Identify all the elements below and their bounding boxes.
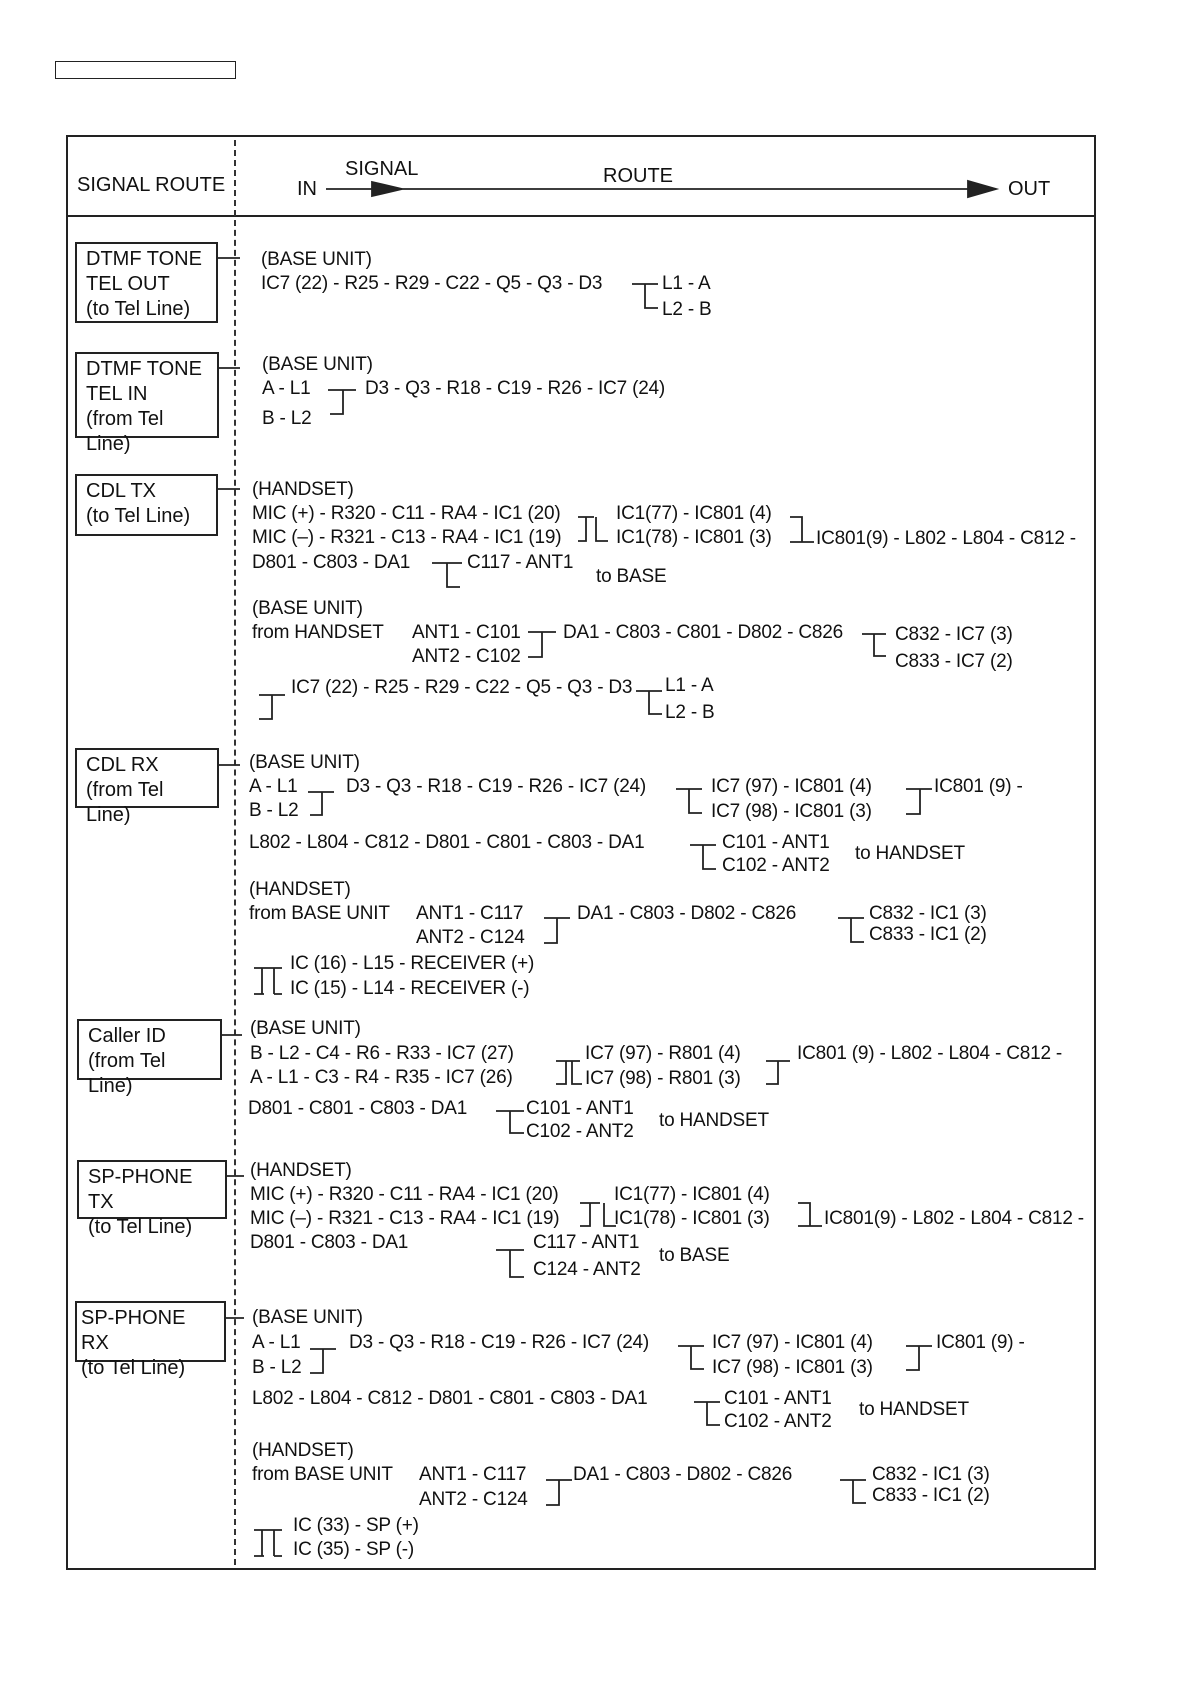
- merge-bracket: [766, 1061, 790, 1084]
- route-text: DA1 - C803 - D802 - C826: [577, 903, 797, 924]
- box-line: DTMF TONE: [86, 358, 202, 380]
- route-text: IC801 (9) - L802 - L804 - C812 -: [797, 1043, 1063, 1064]
- route-text: IC1(78) - IC801 (3): [616, 527, 772, 548]
- merge-bracket: [546, 1480, 572, 1505]
- box-line: CDL TX: [86, 480, 157, 502]
- box-line: CDL RX: [86, 754, 159, 776]
- route-text: IC (33) - SP (+): [293, 1515, 419, 1536]
- box-line: (from Tel Line): [86, 408, 164, 455]
- box-line: (to Tel Line): [81, 1357, 186, 1379]
- route-text: IC7 (97) - IC801 (4): [712, 1332, 873, 1353]
- box-line: TEL IN: [86, 383, 148, 405]
- split-bracket: [862, 634, 886, 656]
- route-text: D801 - C801 - C803 - DA1: [248, 1098, 468, 1119]
- split-bracket: [432, 563, 462, 587]
- route-text: IC801(9) - L802 - L804 - C812 -: [824, 1208, 1084, 1229]
- box-line: (to Tel Line): [86, 298, 191, 320]
- route-text: IC (15) - L14 - RECEIVER (-): [290, 978, 530, 999]
- split-bracket: [636, 691, 662, 714]
- merge-bracket: [556, 1061, 582, 1084]
- route-text: IC7 (22) - R25 - R29 - C22 - Q5 - Q3 - D3: [261, 273, 603, 294]
- route-text: MIC (–) - R321 - C13 - RA4 - IC1 (19): [252, 527, 562, 548]
- split-bracket: [840, 1480, 866, 1503]
- split-bracket: [596, 517, 608, 541]
- box-line: (to Tel Line): [88, 1216, 193, 1238]
- route-text: ANT1 - C101: [412, 622, 521, 643]
- box-line: SP-PHONE RX: [81, 1307, 186, 1354]
- box-line: TEL OUT: [86, 273, 170, 295]
- route-text: ANT2 - C124: [416, 927, 525, 948]
- route-text: A - L1: [262, 378, 311, 399]
- route-text: ANT2 - C124: [419, 1489, 528, 1510]
- merge-bracket: [259, 695, 285, 719]
- route-text: IC7 (22) - R25 - R29 - C22 - Q5 - Q3 - D3: [291, 677, 633, 698]
- split-bracket: [678, 1346, 704, 1369]
- merge-bracket: [798, 1203, 822, 1226]
- route-text: MIC (–) - R321 - C13 - RA4 - IC1 (19): [250, 1208, 560, 1229]
- unit-label: (HANDSET): [252, 479, 354, 500]
- split-bracket: [690, 845, 716, 869]
- route-text: D3 - Q3 - R18 - C19 - R26 - IC7 (24): [346, 776, 647, 797]
- box-line: (from Tel Line): [88, 1050, 166, 1097]
- route-text: L2 - B: [665, 702, 715, 723]
- route-text: C833 - IC1 (2): [869, 924, 987, 945]
- route-text: IC7 (98) - IC801 (3): [711, 801, 872, 822]
- route-text: ANT1 - C117: [416, 903, 524, 924]
- route-text: DA1 - C803 - C801 - D802 - C826: [563, 622, 843, 643]
- split-bracket: [676, 789, 702, 813]
- route-text: IC801 (9) -: [934, 776, 1023, 797]
- split-bracket: [496, 1111, 524, 1133]
- route-text: A - L1: [249, 776, 298, 797]
- route-text: B - L2: [252, 1357, 302, 1378]
- box-line: DTMF TONE: [86, 248, 202, 270]
- route-text: C832 - IC1 (3): [872, 1464, 990, 1485]
- route-text: DA1 - C803 - D802 - C826: [573, 1464, 793, 1485]
- route-text: C102 - ANT2: [526, 1121, 634, 1142]
- route-text: to BASE: [596, 566, 667, 587]
- route-text: IC1(78) - IC801 (3): [614, 1208, 770, 1229]
- route-text: L802 - L804 - C812 - D801 - C801 - C803 - DA1: [252, 1388, 648, 1409]
- unit-label: (BASE UNIT): [252, 1307, 363, 1328]
- merge-bracket: [328, 390, 356, 414]
- in-label: IN: [297, 178, 317, 200]
- route-text: IC1(77) - IC801 (4): [614, 1184, 770, 1205]
- route-text: ANT1 - C117: [419, 1464, 527, 1485]
- route-text: to HANDSET: [859, 1399, 969, 1420]
- split-bracket: [254, 1530, 282, 1556]
- route-text: MIC (+) - R320 - C11 - RA4 - IC1 (20): [250, 1184, 559, 1205]
- box-line: (to Tel Line): [86, 505, 191, 527]
- route-text: C832 - IC7 (3): [895, 624, 1013, 645]
- signal-arrow-head: [372, 182, 402, 196]
- route-text: IC801 (9) -: [936, 1332, 1025, 1353]
- route-text: IC7 (97) - R801 (4): [585, 1043, 741, 1064]
- unit-label: (BASE UNIT): [250, 1018, 361, 1039]
- route-text: IC7 (97) - IC801 (4): [711, 776, 872, 797]
- merge-bracket: [906, 789, 932, 814]
- route-text: IC801(9) - L802 - L804 - C812 -: [816, 528, 1076, 549]
- out-label: OUT: [1008, 178, 1051, 200]
- route-text: IC1(77) - IC801 (4): [616, 503, 772, 524]
- route-text: C102 - ANT2: [722, 855, 830, 876]
- route-text: A - L1: [252, 1332, 301, 1353]
- route-text: IC7 (98) - IC801 (3): [712, 1357, 873, 1378]
- merge-bracket: [790, 517, 814, 542]
- box-line: Caller ID: [88, 1025, 166, 1047]
- merge-bracket: [310, 1349, 336, 1373]
- merge-bracket: [308, 792, 334, 815]
- route-text: C832 - IC1 (3): [869, 903, 987, 924]
- route-text: MIC (+) - R320 - C11 - RA4 - IC1 (20): [252, 503, 561, 524]
- route-text: B - L2: [249, 800, 299, 821]
- route-text: D3 - Q3 - R18 - C19 - R26 - IC7 (24): [349, 1332, 650, 1353]
- route-label: ROUTE: [603, 165, 673, 187]
- route-text: D3 - Q3 - R18 - C19 - R26 - IC7 (24): [365, 378, 666, 399]
- unit-label: (BASE UNIT): [249, 752, 360, 773]
- route-text: C101 - ANT1: [722, 832, 830, 853]
- route-text: C117 - ANT1: [533, 1232, 640, 1253]
- signal-label: SIGNAL: [345, 158, 419, 180]
- route-text: B - L2: [262, 408, 312, 429]
- route-text: C833 - IC1 (2): [872, 1485, 990, 1506]
- split-bracket: [838, 918, 864, 942]
- route-text: C101 - ANT1: [526, 1098, 634, 1119]
- unit-label: (BASE UNIT): [252, 598, 363, 619]
- route-text: to HANDSET: [659, 1110, 769, 1131]
- unit-label: (HANDSET): [250, 1160, 352, 1181]
- unit-label: (HANDSET): [252, 1440, 354, 1461]
- route-text: L2 - B: [662, 299, 712, 320]
- route-text: IC (35) - SP (-): [293, 1539, 415, 1560]
- route-text: D801 - C803 - DA1: [250, 1232, 409, 1253]
- route-text: to HANDSET: [855, 843, 965, 864]
- route-text: D801 - C803 - DA1: [252, 552, 411, 573]
- split-bracket: [632, 284, 658, 308]
- route-text: C124 - ANT2: [533, 1259, 641, 1280]
- route-text: ANT2 - C102: [412, 646, 521, 667]
- route-text: to BASE: [659, 1245, 730, 1266]
- route-text: C102 - ANT2: [724, 1411, 832, 1432]
- route-text: C117 - ANT1: [467, 552, 574, 573]
- route-text: A - L1 - C3 - R4 - R35 - IC7 (26): [250, 1067, 513, 1088]
- route-text: from BASE UNIT: [252, 1464, 393, 1485]
- route-text: IC7 (98) - R801 (3): [585, 1068, 741, 1089]
- route-text: L802 - L804 - C812 - D801 - C801 - C803 - DA1: [249, 832, 645, 853]
- merge-bracket: [528, 632, 556, 657]
- route-text: B - L2 - C4 - R6 - R33 - IC7 (27): [250, 1043, 514, 1064]
- box-line: SP-PHONE TX: [88, 1166, 193, 1213]
- out-arrow-head: [968, 181, 996, 197]
- signal-route-heading: SIGNAL ROUTE: [77, 174, 226, 196]
- unit-label: (HANDSET): [249, 879, 351, 900]
- route-text: IC (16) - L15 - RECEIVER (+): [290, 953, 535, 974]
- merge-bracket: [544, 918, 570, 943]
- split-bracket: [694, 1402, 720, 1425]
- route-text: from HANDSET: [252, 622, 384, 643]
- route-text: L1 - A: [665, 675, 714, 696]
- unit-label: (BASE UNIT): [262, 354, 373, 375]
- route-text: L1 - A: [662, 273, 711, 294]
- box-line: (from Tel Line): [86, 779, 164, 826]
- merge-bracket: [906, 1346, 932, 1370]
- route-text: C101 - ANT1: [724, 1388, 832, 1409]
- unit-label: (BASE UNIT): [261, 249, 372, 270]
- merge-bracket: [578, 517, 594, 541]
- merge-bracket: [580, 1203, 600, 1226]
- split-bracket: [254, 968, 282, 994]
- route-text: from BASE UNIT: [249, 903, 390, 924]
- split-bracket: [496, 1250, 524, 1277]
- route-text: C833 - IC7 (2): [895, 651, 1013, 672]
